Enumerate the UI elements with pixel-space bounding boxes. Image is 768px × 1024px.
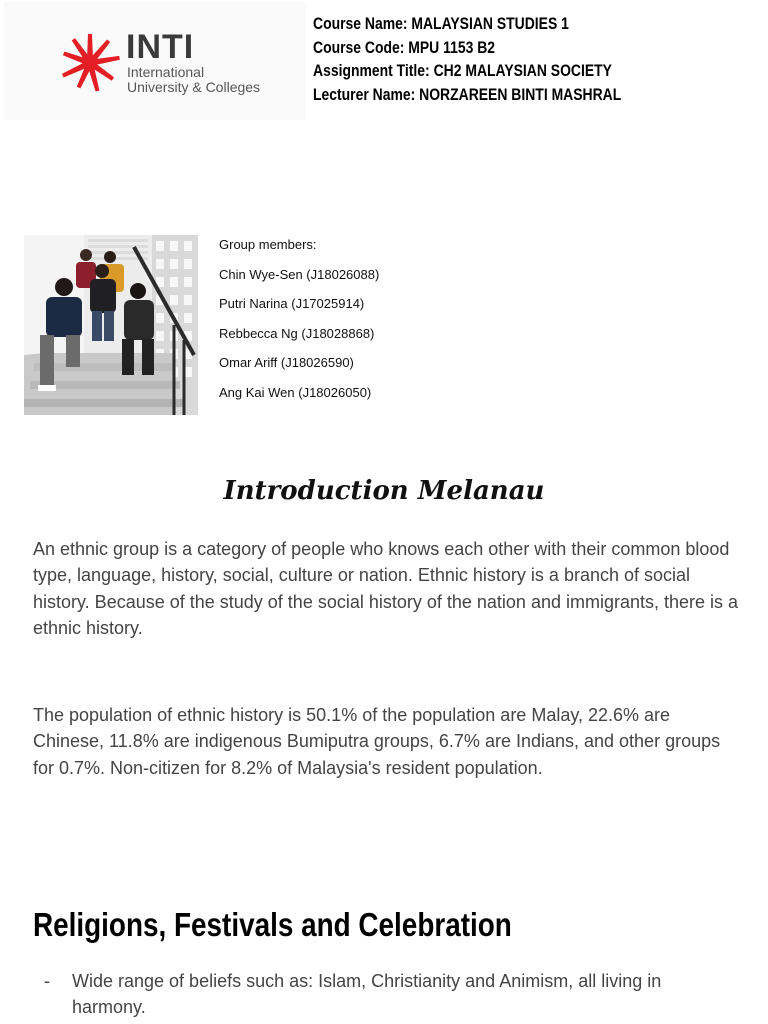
course-name: Course Name: MALAYSIAN STUDIES 1 bbox=[313, 14, 569, 33]
lecturer-name: Lecturer Name: NORZAREEN BINTI MASHRAL bbox=[313, 84, 622, 104]
intro-heading: Introduction Melanau bbox=[223, 476, 545, 506]
group-members-list bbox=[219, 236, 379, 414]
bullet-marker: - bbox=[44, 971, 50, 991]
group-member: Rebbecca Ng (J18028868) bbox=[219, 325, 375, 341]
logo-wordmark: INTI bbox=[126, 28, 195, 66]
course-code: Course Code: MPU 1153 B2 bbox=[313, 37, 496, 57]
group-members-heading: Group members: bbox=[219, 237, 317, 252]
group-photo bbox=[24, 235, 198, 415]
group-member: Omar Ariff (J18026590) bbox=[219, 355, 354, 371]
group-member: Chin Wye-Sen (J18026088) bbox=[219, 266, 380, 282]
intro-paragraph-2: The population of ethnic history is 50.1% of the population are Malay, 22.6% are Chinese, 11.8% are indigenous Bumiputra groups, 6.7% are Indians, and other groups for 0.7%. Non-citizen for 8.2% of Malaysia's resident population. bbox=[33, 705, 721, 778]
group-member: Ang Kai Wen (J18026050) bbox=[219, 384, 372, 400]
assignment-title: Assignment Title: CH2 MALAYSIAN SOCIETY bbox=[313, 61, 612, 80]
intro-paragraph-1: An ethnic group is a category of people who knows each other with their common blood type, language, history, social, culture or nation. Ethnic history is a branch of social history. Because of the study of the social history of the nation and immigrants, there is a ethnic history. bbox=[33, 539, 739, 638]
religions-heading: Religions, Festivals and Celebration bbox=[33, 906, 512, 943]
course-info-block bbox=[313, 12, 621, 106]
inti-star-logo-icon bbox=[56, 32, 124, 94]
logo-subtitle-line1: International bbox=[127, 64, 205, 80]
group-photo-image bbox=[24, 235, 198, 415]
inti-logo bbox=[4, 2, 306, 120]
logo-subtitle-line2: University & Colleges bbox=[127, 79, 261, 95]
bullet-text: Wide range of beliefs such as: Islam, Christianity and Animism, all living in harmony. bbox=[72, 971, 662, 1018]
group-member: Putri Narina (J17025914) bbox=[219, 296, 365, 312]
